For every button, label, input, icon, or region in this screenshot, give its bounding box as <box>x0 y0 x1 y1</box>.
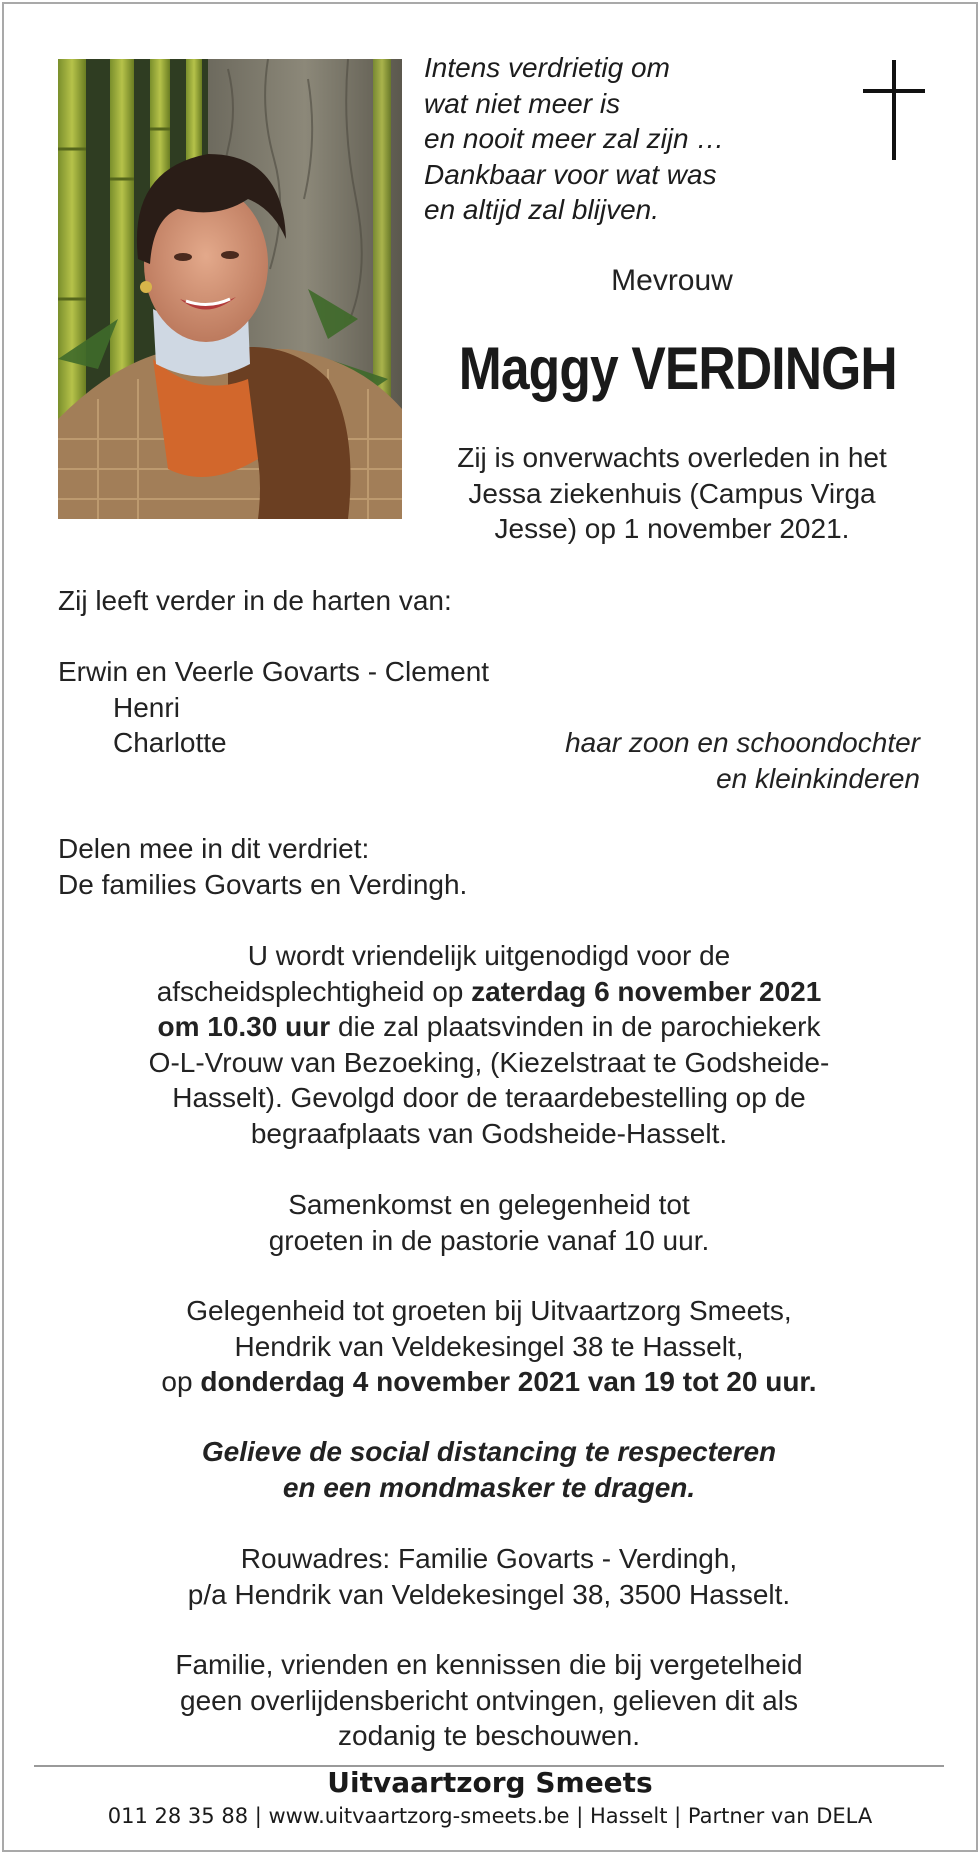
notice-line: zodanig te beschouwen. <box>338 1720 640 1751</box>
gathering-line: Samenkomst en gelegenheid tot <box>288 1189 690 1220</box>
ceremony-line: Hasselt). Gevolgd door de teraardebestelling op de <box>172 1082 806 1113</box>
grandchild-name: Henri <box>113 691 180 723</box>
viewing-line <box>58 1364 920 1400</box>
relation-line: haar zoon en schoondochter <box>565 727 920 758</box>
poem-line: wat niet meer is <box>424 87 621 119</box>
poem-line: en nooit meer zal zijn … <box>424 123 725 154</box>
grandchild-name: Charlotte <box>113 727 227 758</box>
viewing-line: Hendrik van Veldekesingel 38 te Hasselt, <box>234 1330 744 1362</box>
death-notice-line: Jessa ziekenhuis (Campus Virga <box>468 477 876 509</box>
deceased-name: Maggy VERDINGH <box>458 335 897 402</box>
ceremony-text: die zal plaatsvinden in de parochiekerk <box>330 1011 821 1042</box>
portrait-photo <box>58 59 402 519</box>
notice-line: geen overlijdensbericht ontvingen, gelieven dit als <box>180 1684 798 1716</box>
poem-line: en altijd zal blijven. <box>424 194 660 225</box>
address-line: Rouwadres: Familie Govarts - Verdingh, <box>240 1543 738 1574</box>
ceremony-line <box>58 974 920 1010</box>
mourning-address <box>58 1541 920 1612</box>
family-relation <box>565 725 920 796</box>
ceremony-line: U wordt vriendelijk uitgenodigd voor de <box>247 940 731 971</box>
poem-line: Dankbaar voor wat was <box>424 158 717 190</box>
shared-grief-line: Delen mee in dit verdriet: <box>58 833 370 864</box>
viewing-text: op <box>161 1366 201 1397</box>
honorific: Mevrouw <box>611 264 733 297</box>
cross-icon <box>863 60 925 160</box>
shared-grief-line: De families Govarts en Verdingh. <box>58 868 468 900</box>
death-notice <box>424 440 920 547</box>
no-notice-message <box>58 1647 920 1754</box>
viewing-info <box>58 1293 920 1400</box>
gathering-info <box>58 1187 920 1258</box>
covid-line: en een mondmasker te dragen. <box>282 1471 696 1503</box>
funeral-home-name: Uitvaartzorg Smeets <box>327 1766 653 1799</box>
covid-line: Gelieve de social distancing te respecteren <box>201 1436 777 1467</box>
poem-line: Intens verdrietig om <box>424 52 670 83</box>
ceremony-invitation <box>58 938 920 1151</box>
ceremony-text: afscheidsplechtigheid op <box>156 975 472 1007</box>
ceremony-line: O-L-Vrouw van Bezoeking, (Kiezelstraat te Godsheide- <box>148 1046 830 1078</box>
death-notice-line: Zij is onverwachts overleden in het <box>457 442 887 473</box>
notice-line: Familie, vrienden en kennissen die bij vergetelheid <box>175 1649 803 1680</box>
survivors-intro: Zij leeft verder in de harten van: <box>58 585 452 616</box>
son-name: Erwin en Veerle Govarts - Clement <box>58 656 490 687</box>
relation-line: en kleinkinderen <box>716 762 920 794</box>
ceremony-line: begraafplaats van Godsheide-Hasselt. <box>250 1117 728 1149</box>
ceremony-line <box>58 1009 920 1045</box>
funeral-home-contact: 011 28 35 88 | www.uitvaartzorg-smeets.be | Hasselt | Partner van DELA <box>107 1804 873 1828</box>
poem <box>424 50 844 228</box>
shared-grief <box>58 831 938 902</box>
ceremony-time: om 10.30 uur <box>157 1011 331 1042</box>
covid-notice <box>58 1434 920 1505</box>
address-line: p/a Hendrik van Veldekesingel 38, 3500 Hasselt. <box>187 1578 791 1610</box>
gathering-line: groeten in de pastorie vanaf 10 uur. <box>268 1224 710 1256</box>
death-notice-line: Jesse) op 1 november 2021. <box>494 513 850 544</box>
ceremony-date: zaterdag 6 november 2021 <box>471 975 822 1007</box>
viewing-line: Gelegenheid tot groeten bij Uitvaartzorg Smeets, <box>186 1295 792 1326</box>
viewing-date: donderdag 4 november 2021 van 19 tot 20 uur. <box>200 1366 817 1397</box>
